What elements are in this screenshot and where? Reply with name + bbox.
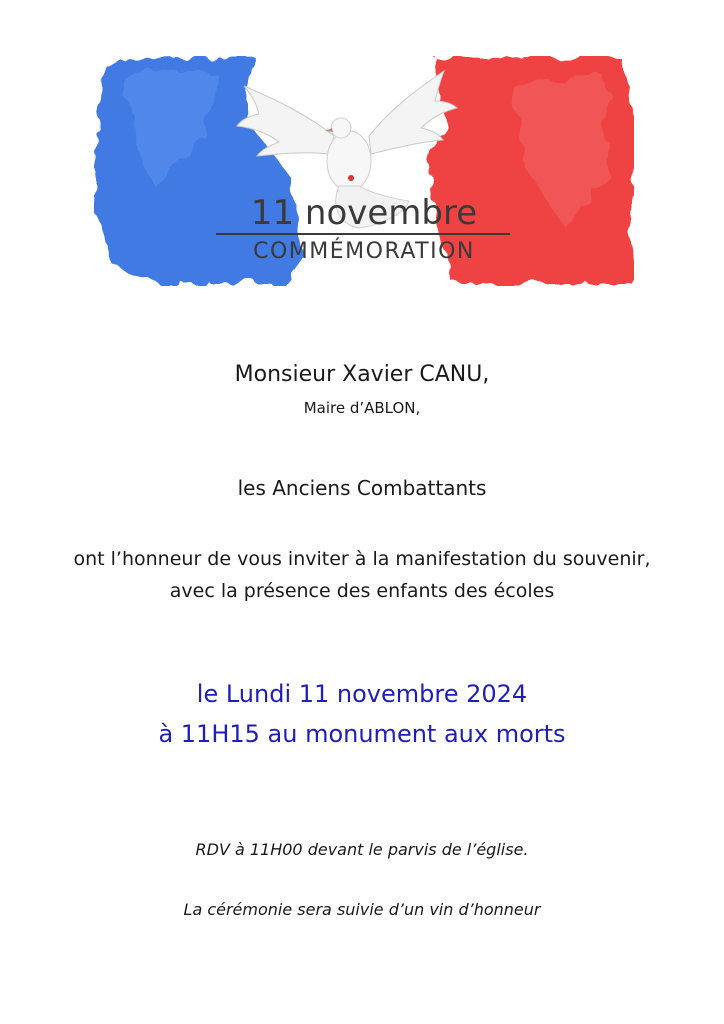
- event-place: à 11H15 au monument aux morts: [158, 720, 566, 748]
- host-name: Monsieur Xavier CANU,: [234, 362, 490, 387]
- invitation-line-2: avec la présence des enfants des écoles: [169, 580, 555, 602]
- commemoration-banner: [94, 56, 634, 286]
- event-date: le Lundi 11 novembre 2024: [196, 680, 528, 708]
- rdv-note: RDV à 11H00 devant le parvis de l’église.: [195, 840, 529, 859]
- banner-subtitle: COMMÉMORATION: [253, 239, 475, 264]
- tricolor-flag-image: [94, 56, 634, 286]
- banner-title: 11 novembre: [250, 193, 478, 233]
- host-role: Maire d’ABLON,: [303, 399, 421, 417]
- co-host: les Anciens Combattants: [237, 476, 487, 500]
- invitation-line-1: ont l’honneur de vous inviter à la manifestation du souvenir,: [73, 548, 651, 570]
- reception-note: La cérémonie sera suivie d’un vin d’honneur: [183, 900, 541, 919]
